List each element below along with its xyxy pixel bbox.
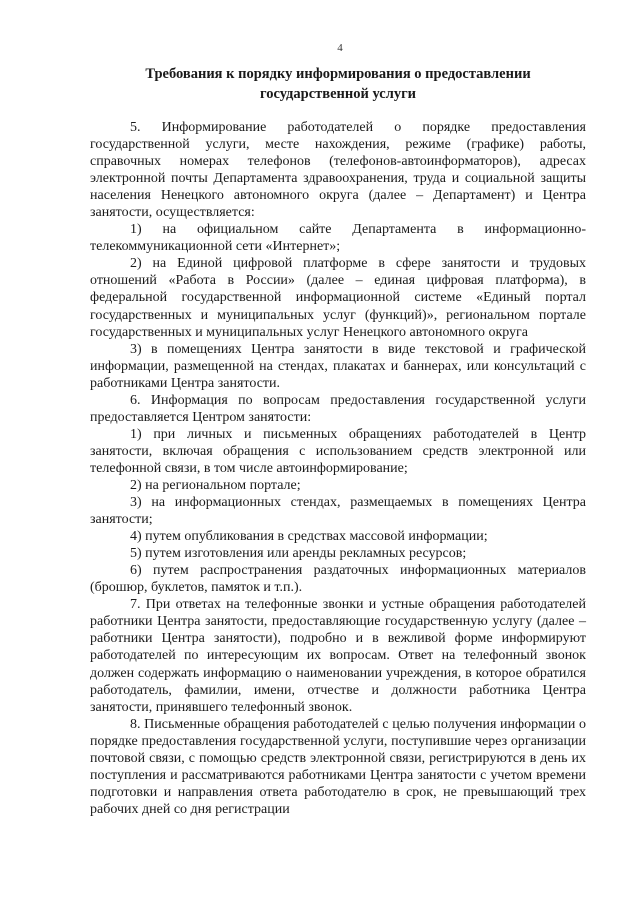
list-item-5-2: 2) на Единой цифровой платформе в сфере занятости и трудовых отношений «Работа в России» (далее – единая цифровая платформа), в федеральной государственной информационной системе «Единый портал государственных и муниципальных услуг (функций)», региональном портале государственных и муниципальных услуг Ненецкого автономного округа bbox=[90, 256, 586, 340]
list-item-5-1: 1) на официальном сайте Департамента в информационно-телекоммуникационной сети «Интернет»; bbox=[90, 222, 586, 255]
list-item-6-6: 6) путем распространения раздаточных информационных материалов (брошюр, буклетов, памяток и т.п.). bbox=[90, 563, 586, 596]
list-item-5-3: 3) в помещениях Центра занятости в виде текстовой и графической информации, размещенной на стендах, плакатах и баннерах, или консультаций с работниками Центра занятости. bbox=[90, 341, 586, 391]
list-item-6-4: 4) путем опубликования в средствах массовой информации; bbox=[130, 529, 488, 545]
list-item-6-5: 5) путем изготовления или аренды рекламных ресурсов; bbox=[130, 546, 467, 562]
section-title-line-1: Требования к порядку информирования о предоставлении bbox=[145, 66, 531, 82]
document-body bbox=[90, 119, 586, 818]
list-item-6-2: 2) на региональном портале; bbox=[130, 477, 301, 493]
section-title-line-2: государственной услуги bbox=[259, 86, 417, 102]
list-item-6-3: 3) на информационных стендах, размещаемых в помещениях Центра занятости; bbox=[90, 495, 586, 528]
paragraph-8: 8. Письменные обращения работодателей с целью получения информации о порядке предоставления государственной услуги, поступившие через организации почтовой связи, с помощью средств электронной связи, регистрируются в день их поступления и рассматриваются работниками Центра занятости с учетом времени подготовки и направления ответа работодателю в срок, не превышающий трех рабочих дней со дня регистрации bbox=[90, 716, 586, 817]
paragraph-6: 6. Информация по вопросам предоставления государственной услуги предоставляется Центром занятости: bbox=[90, 392, 586, 425]
paragraph-5: 5. Информирование работодателей о порядке предоставления государственной услуги, месте нахождения, режиме (графике) работы, справочных номерах телефонов (телефонов-автоинформаторов), адресах электронной почты Департамента здравоохранения, труда и социальной защиты населения Ненецкого автономного округа (далее – Департамент) и Центра занятости, осуществляется: bbox=[90, 120, 586, 221]
page-number: 4 bbox=[337, 42, 343, 54]
list-item-6-1: 1) при личных и письменных обращениях работодателей в Центр занятости, включая обращения с использованием средств электронной или телефонной связи, в том числе автоинформирование; bbox=[90, 426, 586, 476]
section-title bbox=[90, 64, 586, 104]
paragraph-7: 7. При ответах на телефонные звонки и устные обращения работодателей работники Центра занятости, предоставляющие государственную услугу (далее – работники Центра занятости), подробно и в вежливой форме информируют работодателей по интересующим их вопросам. Ответ на телефонный звонок должен содержать информацию о наименовании учреждения, в которое обратился работодатель, фамилии, имени, отчестве и должности работника Центра занятости, принявшего телефонный звонок. bbox=[90, 597, 586, 715]
